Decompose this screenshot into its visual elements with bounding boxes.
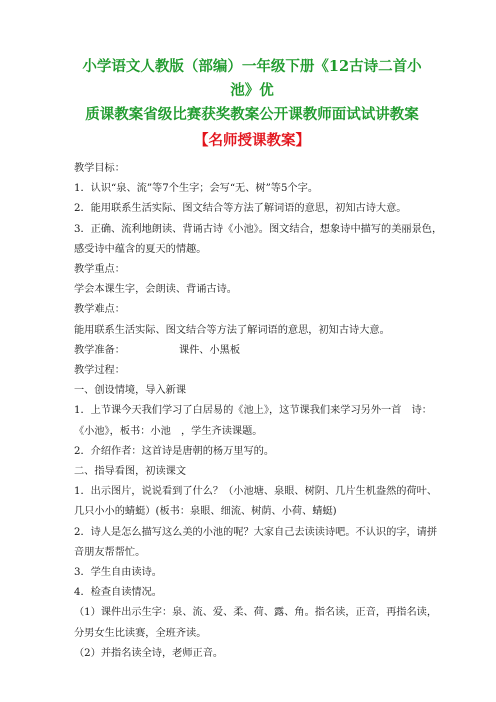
key-points-text: 学会本课生字，会朗读、背诵古诗。 [74,284,237,296]
section-heading-difficulties: 教学难点： [74,304,125,316]
process-item-1-line-1: 1．上节课今天我们学习了白居易的《池上》，这节课我们来学习另外一首 诗： [74,405,432,417]
objective-3-line-2: 感受诗中蕴含的夏天的情趣。 [74,243,207,255]
difficulties-text: 能用联系生活实际、图文结合等方法了解词语的意思，初知古诗大意。 [74,324,390,336]
process-step-2-sub-1-line-1: （1）课件出示生字：泉、流、爱、柔、荷、露、角。指名读，正音，再指名读， [74,607,438,619]
section-heading-key-points: 教学重点： [74,264,125,276]
document-subtitle: 【名师授课教案】 [194,132,310,149]
process-step-2-item-2-line-1: 2．诗人是怎么描写这么美的小池的呢？大家自己去读读诗吧。不认识的字，请拼 [74,526,438,538]
process-step-2-item-4: 4．检查自读情况。 [74,587,162,599]
process-step-2-item-1-line-1: 1．出示图片，说说看到了什么？（小池塘、泉眼、树阴、几片生机盎然的荷叶、 [74,486,438,498]
preparation-line [74,341,430,361]
process-step-2-item-3: 3．学生自由读诗。 [74,567,162,579]
objective-3-line-1: 3．正确、流利地朗读、背诵古诗《小池》。图文结合，想象诗中描写的美丽景色， [74,223,443,235]
process-step-1-heading: 一、创设情境，导入新课 [74,385,187,397]
section-heading-objectives: 教学目标： [74,163,125,174]
process-step-2-item-1-line-2: 几只小小的蜻蜓）(板书：泉眼、细流、树荫、小荷、蜻蜓) [74,506,337,518]
process-item-2: 2．介绍作者：这首诗是唐朝的杨万里写的。 [74,445,275,457]
preparation-label: 教学准备： [74,344,125,356]
process-item-1-line-2: 《小池》，板书：小池 ，学生齐读课题。 [74,425,263,437]
objective-1: 1．认识“泉、流”等7个生字；会写“无、树”等5个字。 [74,183,319,195]
document-title-line-2: 质课教案省级比赛获奖教案公开课教师面试试讲教案 [85,106,419,123]
process-step-2-item-2-line-2: 音朋友帮帮忙。 [74,546,146,558]
process-step-2-sub-2: （2）并指名读全诗，老师正音。 [74,647,224,659]
document-title-line-1: 小学语文人教版（部编）一年级下册《12古诗二首小池》优 [82,58,422,99]
preparation-value: 课件、小黑板 [178,344,241,356]
process-step-2-sub-1-line-2: 分男女生比读赛，全班齐读。 [74,627,207,639]
objective-2: 2．能用联系生活实际、图文结合等方法了解词语的意思，初知古诗大意。 [74,203,407,215]
process-step-2-heading: 二、指导看图，初读课文 [74,466,187,478]
section-heading-process: 教学过程： [74,365,125,377]
